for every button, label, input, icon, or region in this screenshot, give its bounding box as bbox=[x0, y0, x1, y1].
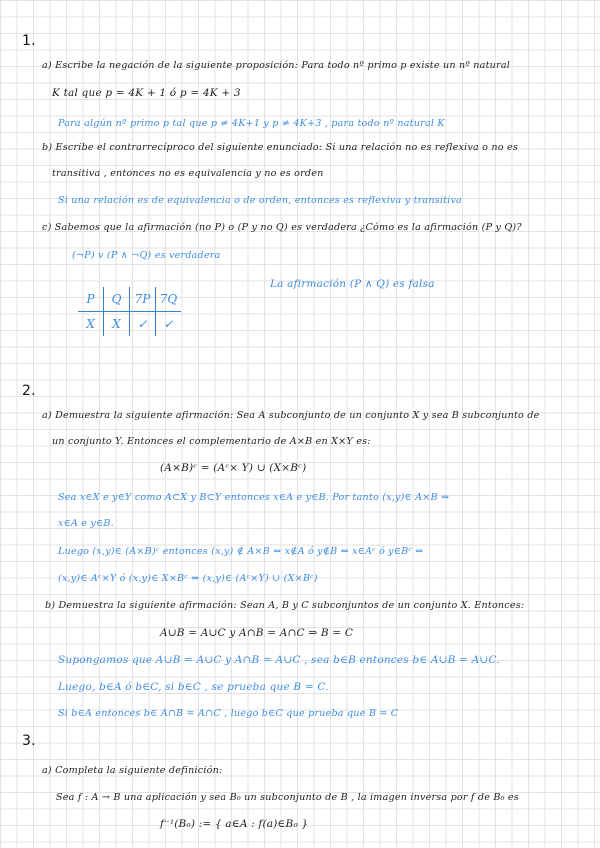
truth-table-cell-q: X bbox=[104, 312, 130, 337]
answer-1a: Para algún nº primo p tal que p ≠ 4K+1 y p ≠ 4K+3 , para todo nº natural K bbox=[58, 118, 445, 129]
answer-2b-line-2: Luego, b∈A ó b∈C, si b∈C , se prueba que B = C. bbox=[58, 681, 329, 693]
question-1a-line-2: K tal que p = 4K + 1 ó p = 4K + 3 bbox=[52, 87, 241, 99]
answer-2a-line-3: Luego (x,y)∈ (A×B)ᶜ entonces (x,y) ∉ A×B ⇔ x∉A ó y∉B ⇔ x∈Aᶜ ó y∈Bᶜ ⇔ bbox=[58, 546, 424, 557]
truth-table-row bbox=[78, 312, 181, 337]
answer-2b-line-3: Si b∈A entonces b∈ A∩B = A∩C , luego b∈C que prueba que B = C bbox=[58, 708, 399, 719]
answer-1c-statement: (¬P) v (P ∧ ¬Q) es verdadera bbox=[72, 250, 221, 261]
answer-1c-conclusion: La afirmación (P ∧ Q) es falsa bbox=[270, 278, 435, 290]
question-1c: c) Sabemos que la afirmación (no P) o (P y no Q) es verdadera ¿Cómo es la afirmación (P y Q)? bbox=[42, 222, 522, 233]
question-1b-line-2: transitiva , entonces no es equivalencia y no es orden bbox=[52, 168, 324, 179]
truth-table-header-not-q: 7Q bbox=[156, 287, 182, 312]
truth-table-cell-not-p: ✓ bbox=[130, 312, 156, 337]
question-1b-line-1: b) Escribe el contrarrecíproco del siguiente enunciado: Si una relación no es reflexiva o no es bbox=[42, 142, 518, 153]
question-3a: a) Completa la siguiente definición: bbox=[42, 765, 223, 776]
section-3-number: 3. bbox=[22, 733, 36, 749]
answer-1b: Si una relación es de equivalencia o de orden, entonces es reflexiva y transitiva bbox=[58, 195, 462, 206]
question-2a-line-2: un conjunto Y. Entonces el complementario de A×B en X×Y es: bbox=[52, 436, 371, 447]
answer-2a-line-4: (x,y)∈ Aᶜ×Y ó (x,y)∈ X×Bᶜ ⇔ (x,y)∈ (Aᶜ×Y) ∪ (X×Bᶜ) bbox=[58, 573, 318, 584]
truth-table-header-p: P bbox=[78, 287, 104, 312]
definition-3a-text: Sea f : A → B una aplicación y sea B₀ un subconjunto de B , la imagen inversa por f de B₀ es bbox=[56, 792, 519, 803]
truth-table-cell-not-q: ✓ bbox=[156, 312, 182, 337]
truth-table-header-not-p: 7P bbox=[130, 287, 156, 312]
definition-3a-answer: f⁻¹(B₀) := { a∈A : f(a)∈B₀ } bbox=[160, 818, 309, 830]
question-2b: b) Demuestra la siguiente afirmación: Sean A, B y C subconjuntos de un conjunto X. Entonces: bbox=[45, 600, 525, 611]
formula-2b: A∪B = A∪C y A∩B = A∩C ⇒ B = C bbox=[160, 627, 354, 639]
section-1-number: 1. bbox=[22, 33, 36, 49]
truth-table bbox=[78, 287, 181, 336]
answer-2a-line-1: Sea x∈X e y∈Y como A⊂X y B⊂Y entonces x∈A e y∈B. Por tanto (x,y)∈ A×B ⇔ bbox=[58, 492, 450, 503]
truth-table-header-row bbox=[78, 287, 181, 312]
formula-2a: (A×B)ᶜ = (Aᶜ× Y) ∪ (X×Bᶜ) bbox=[160, 462, 307, 474]
truth-table-header-q: Q bbox=[104, 287, 130, 312]
section-2-number: 2. bbox=[22, 383, 36, 399]
answer-2a-line-2: x∈A e y∈B. bbox=[58, 518, 114, 529]
truth-table-cell-p: X bbox=[78, 312, 104, 337]
answer-2b-line-1: Supongamos que A∪B = A∪C y A∩B = A∪C , sea b∈B entonces b∈ A∪B = A∪C. bbox=[58, 654, 500, 666]
question-2a-line-1: a) Demuestra la siguiente afirmación: Sea A subconjunto de un conjunto X y sea B subconjunto de bbox=[42, 410, 540, 421]
question-1a-line-1: a) Escribe la negación de la siguiente proposición: Para todo nº primo p existe un nº natural bbox=[42, 60, 511, 71]
